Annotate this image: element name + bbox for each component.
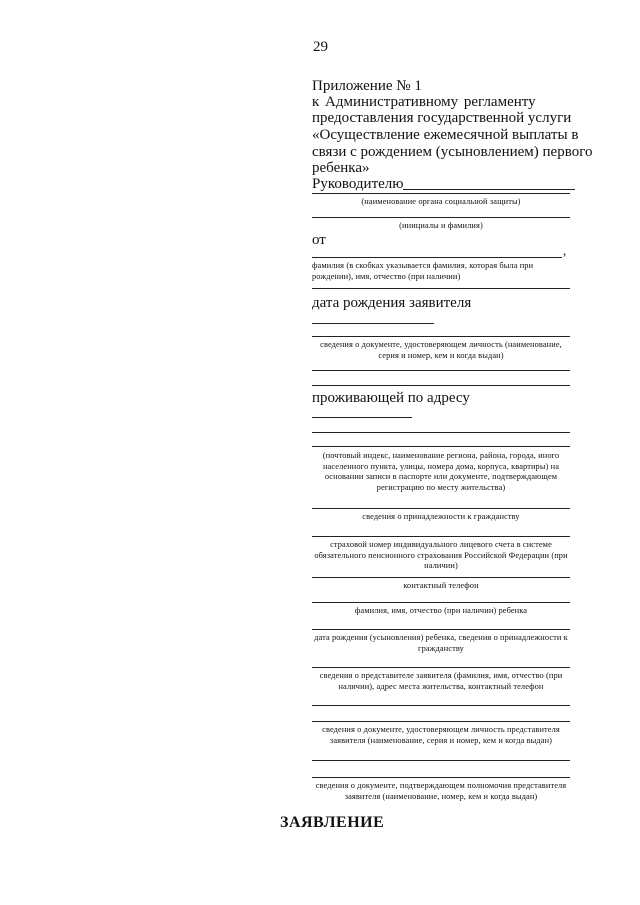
phone-caption: контактный телефон xyxy=(403,581,479,590)
child-birth-line[interactable] xyxy=(312,629,570,630)
applicant-name-caption: фамилия (в скобках указывается фамилия, которая была при рождении), имя, отчество (при наличии) xyxy=(312,261,534,281)
header-service: предоставления государственной услуги xyxy=(312,110,572,126)
address-label: проживающей по адресу xyxy=(312,390,470,406)
header-service-name-2: связи с рождением (усыновлением) первого xyxy=(312,144,593,160)
org-line[interactable] xyxy=(312,193,570,194)
rep-id-doc-caption: сведения о документе, удостоверяющем личность представителя заявителя (наименование, серия и номер, кем и когда выдан) xyxy=(322,725,560,745)
appendix-title: Приложение № 1 xyxy=(312,78,422,94)
page-number: 29 xyxy=(313,39,328,55)
birth-date-line[interactable] xyxy=(312,323,434,324)
representative-line[interactable] xyxy=(312,667,570,668)
snils-caption: страховой номер индивидуального лицевого счета в системе обязательного пенсионного страхования Российской Федерации (при наличии) xyxy=(314,540,568,570)
applicant-name-line[interactable] xyxy=(312,257,562,258)
id-doc-line[interactable] xyxy=(312,336,570,337)
child-birth-caption: дата рождения (усыновления) ребенка, сведения о принадлежности к гражданству xyxy=(314,633,568,653)
addressee-text: Руководителю xyxy=(312,176,404,192)
citizenship-caption: сведения о принадлежности к гражданству xyxy=(362,512,520,521)
document-title: ЗАЯВЛЕНИЕ xyxy=(280,814,385,831)
addressee-label xyxy=(312,176,575,193)
authority-doc-caption: сведения о документе, подтверждающем полномочия представителя заявителя (наименование, номер, кем и когда выдан) xyxy=(315,781,567,801)
representative-caption: сведения о представителе заявителя (фамилия, имя, отчество (при наличии), адрес места жительства, контактный телефон xyxy=(319,671,563,691)
rep-id-doc-line[interactable] xyxy=(312,721,570,722)
header-service-name-3: ребенка» xyxy=(312,160,370,176)
child-name-line[interactable] xyxy=(312,602,570,603)
address-line-1[interactable] xyxy=(312,417,412,418)
from-label: от xyxy=(312,232,326,248)
phone-line[interactable] xyxy=(312,577,570,578)
child-name-caption: фамилия, имя, отчество (при наличии) ребенка xyxy=(354,606,528,615)
addressee-line[interactable] xyxy=(403,189,575,190)
snils-line[interactable] xyxy=(312,536,570,537)
id-doc-caption: сведения о документе, удостоверяющем личность (наименование, серия и номер, кем и когда выдан) xyxy=(320,340,562,360)
header-regulation: к Административному регламенту xyxy=(312,94,536,110)
citizenship-line[interactable] xyxy=(312,508,570,509)
initials-caption: (инициалы и фамилия) xyxy=(399,221,483,230)
applicant-extra-line[interactable] xyxy=(312,288,570,289)
id-doc-line-3[interactable] xyxy=(312,385,570,386)
authority-doc-line[interactable] xyxy=(312,777,570,778)
representative-line-2[interactable] xyxy=(312,705,570,706)
initials-line[interactable] xyxy=(312,217,570,218)
rep-id-doc-line-2[interactable] xyxy=(312,760,570,761)
header-service-name-1: «Осуществление ежемесячной выплаты в xyxy=(312,127,579,143)
org-caption: (наименование органа социальной защиты) xyxy=(361,197,521,206)
birth-date-label: дата рождения заявителя xyxy=(312,295,472,311)
address-line-2[interactable] xyxy=(312,432,570,433)
address-caption: (почтовый индекс, наименование региона, района, города, иного населенного пункта, улицы, номера дома, корпуса, квартиры) на основании записи в паспорте или документе, подтверждающем регистрацию по месту жительства) xyxy=(322,451,560,492)
address-line-3[interactable] xyxy=(312,446,570,447)
comma: , xyxy=(563,243,567,258)
id-doc-line-2[interactable] xyxy=(312,370,570,371)
